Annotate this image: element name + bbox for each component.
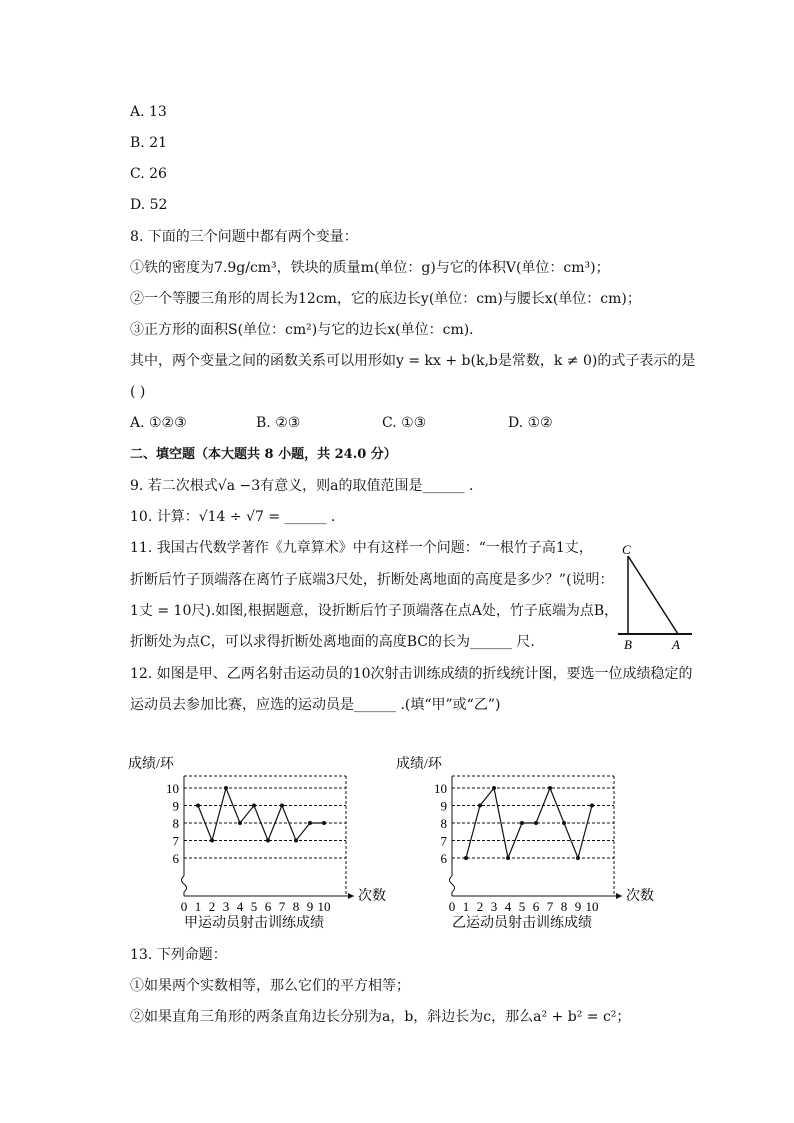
- q12-line-1: 12. 如图是甲、乙两名射击运动员的10次射击训练成绩的折线统计图，要选一位成绩稳定的: [130, 666, 693, 682]
- q11-line-2: 折断后竹子顶端落在离竹子底端3尺处，折断处离地面的高度是多少？”(说明：: [130, 572, 614, 588]
- y-tick-label: 10: [434, 781, 447, 796]
- x-axis-arrow: [616, 893, 622, 899]
- x-tick-label: 5: [250, 899, 258, 914]
- y-axis-label: 成绩/环: [128, 757, 174, 772]
- chart-yi: [388, 750, 678, 935]
- q8-question: 其中，两个变量之间的函数关系可以用形如y = kx + b(k,b是常数，k ≠ 0)的式子表示的是: [130, 353, 696, 369]
- data-point: [280, 804, 284, 808]
- q13-item-1: ①如果两个实数相等，那么它们的平方相等；: [130, 978, 410, 994]
- q7-option-c: C. 26: [130, 166, 167, 182]
- x-tick-label: 4: [236, 899, 244, 914]
- data-point: [238, 821, 242, 825]
- q11-line-1: 11. 我国古代数学著作《九章算术》中有这样一个问题：“一根竹子高1丈，: [130, 540, 593, 556]
- x-tick-label: 0: [180, 899, 188, 914]
- x-tick-label: 5: [518, 899, 526, 914]
- y-tick-label: 8: [440, 816, 447, 831]
- q8-option-d: D. ①②: [508, 415, 553, 431]
- y-tick-label: 7: [172, 833, 179, 849]
- axis-break-mark: [450, 876, 455, 896]
- data-point: [322, 821, 326, 825]
- segment-ca: [628, 556, 678, 634]
- chart-title: 乙运动员射击训练成绩: [452, 916, 592, 931]
- data-point: [210, 839, 214, 843]
- q9: 9. 若二次根式√a −3有意义，则a的取值范围是______ ．: [130, 478, 483, 494]
- q11-line-3: 1丈 = 10尺).如图,根据题意，设折断后竹子顶端落在点A处，竹子底端为点B，: [130, 603, 619, 619]
- x-tick-label: 2: [476, 899, 484, 914]
- x-axis-label: 次数: [358, 889, 386, 904]
- x-axis-label: 次数: [626, 889, 654, 904]
- q13-stem: 13. 下列命题：: [130, 947, 227, 963]
- axis-break-mark: [182, 876, 187, 896]
- q8-option-c: C. ①③: [382, 415, 427, 431]
- x-tick-label: 8: [292, 899, 300, 914]
- q8-option-b: B. ②③: [256, 415, 301, 431]
- y-tick-label: 10: [166, 781, 179, 796]
- y-tick-label: 7: [440, 833, 447, 849]
- data-point: [534, 821, 538, 825]
- data-point: [196, 804, 200, 808]
- q7-option-a: A. 13: [130, 104, 167, 120]
- q11-line-4: 折断处为点C，可以求得折断处离地面的高度BC的长为______ 尺.: [130, 634, 535, 650]
- q8-item-3: ③正方形的面积S(单位：cm²)与它的边长x(单位：cm)．: [130, 322, 484, 338]
- x-tick-label: 7: [278, 899, 286, 914]
- series-line: [198, 788, 324, 841]
- label-b: B: [624, 637, 632, 652]
- data-point: [548, 786, 552, 790]
- section-heading: 二、填空题（本大题共 8 小题，共 24.0 分）: [130, 447, 397, 462]
- x-tick-label: 3: [222, 899, 230, 914]
- q12-line-2: 运动员去参加比赛，应选的运动员是______ .(填“甲”或“乙”): [130, 697, 501, 713]
- q8-stem: 8. 下面的三个问题中都有两个变量：: [130, 229, 358, 245]
- chart-title: 甲运动员射击训练成绩: [184, 916, 324, 931]
- data-point: [506, 856, 510, 860]
- y-tick-label: 9: [172, 798, 179, 814]
- chart-jia: [120, 750, 410, 935]
- data-point: [252, 804, 256, 808]
- q8-item-2: ②一个等腰三角形的周长为12cm，它的底边长y(单位：cm)与腰长x(单位：cm)；: [130, 291, 641, 307]
- q10: 10. 计算：√14 ÷ √7 = ______ ．: [130, 509, 345, 525]
- data-point: [520, 821, 524, 825]
- q7-option-b: B. 21: [130, 135, 168, 151]
- data-point: [294, 839, 298, 843]
- x-tick-label: 9: [306, 899, 314, 914]
- data-point: [590, 804, 594, 808]
- x-tick-label: 10: [585, 899, 599, 914]
- data-point: [576, 856, 580, 860]
- data-point: [224, 786, 228, 790]
- data-point: [492, 786, 496, 790]
- data-point: [562, 821, 566, 825]
- q8-option-a: A. ①②③: [130, 415, 187, 431]
- y-tick-label: 8: [172, 816, 179, 831]
- data-point: [308, 821, 312, 825]
- x-tick-label: 9: [574, 899, 582, 914]
- q8-item-1: ①铁的密度为7.9g/cm³，铁块的质量m(单位：g)与它的体积V(单位：cm³)；: [130, 260, 610, 276]
- label-c: C: [622, 542, 631, 557]
- data-point: [464, 856, 468, 860]
- x-tick-label: 7: [546, 899, 554, 914]
- bamboo-triangle-figure: [612, 540, 702, 652]
- x-tick-label: 1: [194, 899, 202, 914]
- x-tick-label: 4: [504, 899, 512, 914]
- x-tick-label: 6: [264, 899, 272, 914]
- x-axis-arrow: [348, 893, 354, 899]
- label-a: A: [672, 637, 680, 652]
- q7-option-d: D. 52: [130, 197, 168, 213]
- x-tick-label: 0: [448, 899, 456, 914]
- y-tick-label: 9: [440, 798, 447, 814]
- data-point: [266, 839, 270, 843]
- x-tick-label: 10: [317, 899, 331, 914]
- data-point: [478, 804, 482, 808]
- x-tick-label: 3: [490, 899, 498, 914]
- q13-item-2: ②如果直角三角形的两条直角边长分别为a，b，斜边长为c，那么a² + b² = c²；: [130, 1009, 631, 1025]
- x-tick-label: 8: [560, 899, 568, 914]
- y-axis-label: 成绩/环: [396, 757, 442, 772]
- q8-paren: ( ): [130, 384, 146, 400]
- y-tick-label: 6: [440, 851, 447, 866]
- x-tick-label: 2: [208, 899, 216, 914]
- x-tick-label: 1: [462, 899, 470, 914]
- y-tick-label: 6: [172, 851, 179, 866]
- x-tick-label: 6: [532, 899, 540, 914]
